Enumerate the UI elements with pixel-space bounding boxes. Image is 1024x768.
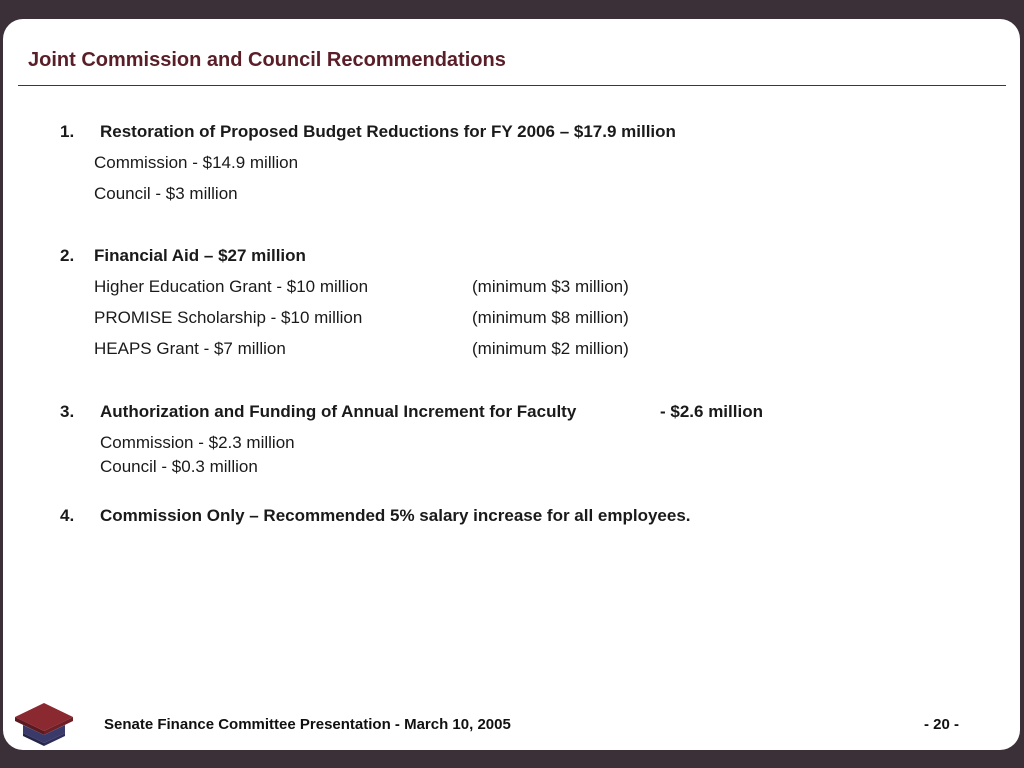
item-line: Commission - $14.9 million [94, 153, 299, 172]
item-heading: Restoration of Proposed Budget Reductions for FY 2006 – $17.9 million [100, 122, 676, 141]
item-heading: Financial Aid – $27 million [94, 246, 306, 265]
item-line: Council - $0.3 million [100, 457, 258, 476]
item-number: 1. [60, 122, 75, 141]
aid-label: Higher Education Grant - $10 million [94, 277, 369, 296]
item-number: 2. [60, 246, 75, 265]
item-number: 4. [60, 506, 75, 525]
item-heading: Authorization and Funding of Annual Increment for Faculty [100, 402, 577, 421]
graduation-cap-icon [11, 699, 77, 747]
title-divider [18, 85, 1006, 86]
aid-label: HEAPS Grant - $7 million [94, 339, 286, 358]
item-heading: Commission Only – Recommended 5% salary increase for all employees. [100, 506, 691, 525]
item-line: Commission - $2.3 million [100, 433, 295, 452]
item-heading-amount: - $2.6 million [660, 402, 763, 421]
aid-note: (minimum $3 million) [472, 277, 629, 296]
slide-title: Joint Commission and Council Recommendations [28, 49, 506, 71]
aid-label: PROMISE Scholarship - $10 million [94, 308, 363, 327]
page-number: - 20 - [924, 716, 960, 733]
slide [3, 19, 1020, 750]
aid-note: (minimum $2 million) [472, 339, 629, 358]
aid-note: (minimum $8 million) [472, 308, 629, 327]
footer-presentation: Senate Finance Committee Presentation - March 10, 2005 [104, 716, 511, 733]
item-number: 3. [60, 402, 75, 421]
item-line: Council - $3 million [94, 184, 238, 203]
